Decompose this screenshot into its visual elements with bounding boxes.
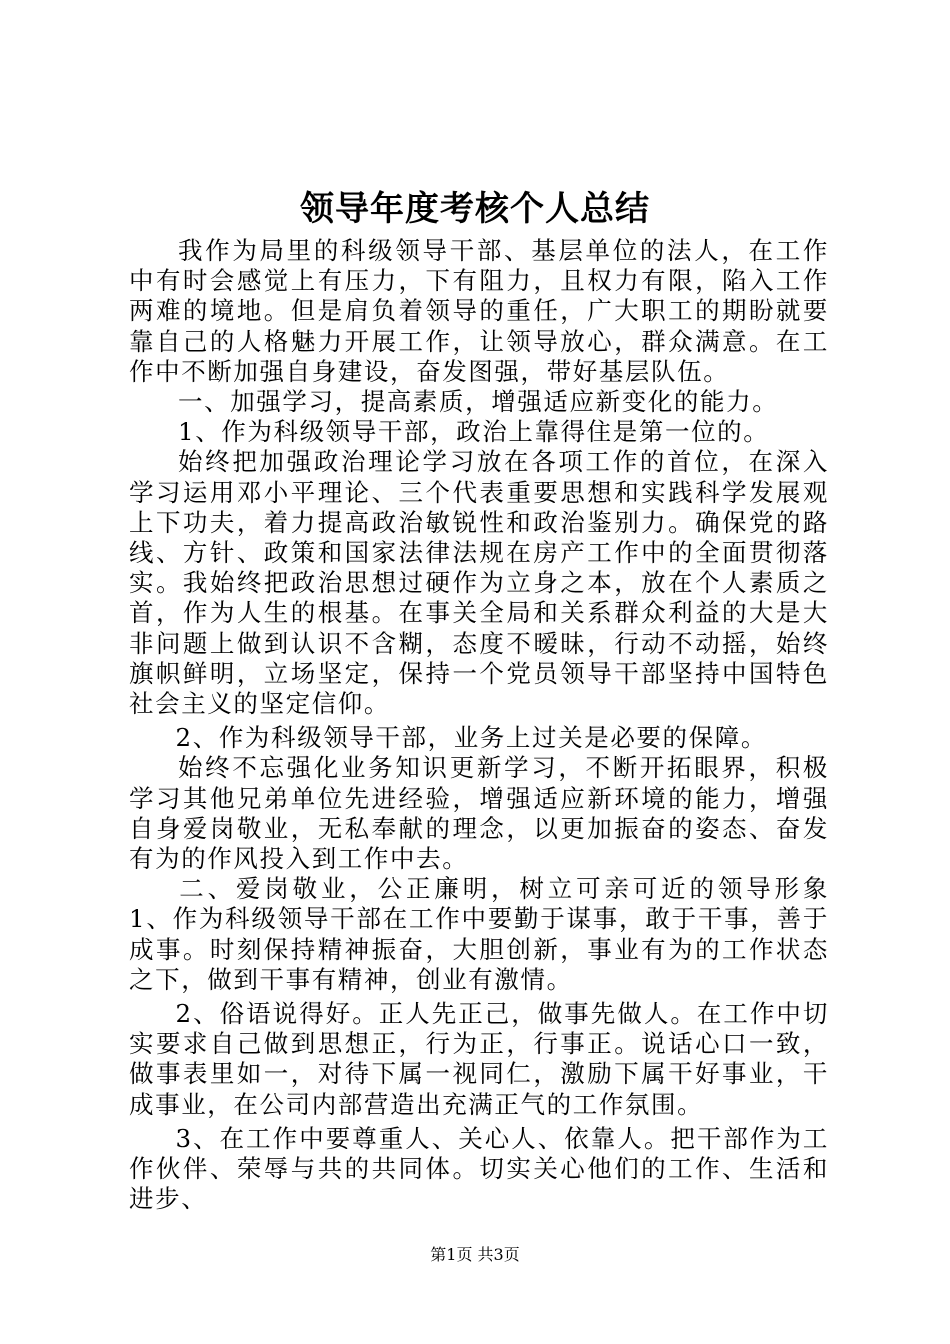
subheading-1-1: 1、作为科级领导干部，政治上靠得住是第一位的。 <box>178 417 770 447</box>
paragraph-political-study: 始终把加强政治理论学习放在各项工作的首位，在深入学习运用邓小平理论、三个代表重要思想和实践科学发展观上下功夫，着力提高政治敏锐性和政治鉴别力。确保党的路线、方针、政策和国家法律法规在房产工作中的全面贯彻落实。我始终把政治思想过硬作为立身之本，放在个人素质之首，作为人生的根基。在事关全局和关系群众利益的大是大非问题上做到认识不含糊，态度不暧昧，行动不动摇，始终旗帜鲜明，立场坚定，保持一个党员领导干部坚持中国特色社会主义的坚定信仰。 <box>129 447 829 719</box>
subheading-1-2: 2、作为科级领导干部，业务上过关是必要的保障。 <box>175 723 767 753</box>
document-title: 领导年度考核个人总结 <box>300 189 650 229</box>
paragraph-business-study: 始终不忘强化业务知识更新学习，不断开拓眼界，积极学习其他兄弟单位先进经验，增强适应新环境的能力，增强自身爱岗敬业，无私奉献的理念，以更加振奋的姿态、奋发有为的作风投入到工作中去。 <box>129 753 829 874</box>
paragraph-integrity: 2、俗语说得好。正人先正己，做事先做人。在工作中切实要求自己做到思想正，行为正，行事正。说话心口一致，做事表里如一，对待下属一视同仁，激励下属干好事业，干成事业，在公司内部营造出充满正气的工作氛围。 <box>129 999 829 1119</box>
section-heading-1: 一、加强学习，提高素质，增强适应新变化的能力。 <box>178 387 779 417</box>
document-body <box>129 236 829 1215</box>
intro-paragraph: 我作为局里的科级领导干部、基层单位的法人，在工作中有时会感觉上有压力，下有阻力，且权力有限，陷入工作两难的境地。但是肩负着领导的重任，广大职工的期盼就要靠自己的人格魅力开展工作，让领导放心，群众满意。在工作中不断加强自身建设，奋发图强，带好基层队伍。 <box>129 236 829 386</box>
page-number-footer: 第1页 共3页 <box>430 1245 520 1264</box>
section-heading-2: 二、爱岗敬业，公正廉明，树立可亲可近的领导形象 1、作为科级领导干部在工作中要勤于谋事，敢于干事，善于成事。时刻保持精神振奋，大胆创新，事业有为的工作状态之下，做到干事有精神，创业有激情。 <box>129 874 829 994</box>
paragraph-respect: 3、在工作中要尊重人、关心人、依靠人。把干部作为工作伙伴、荣辱与共的共同体。切实关心他们的工作、生活和进步、 <box>129 1123 829 1214</box>
